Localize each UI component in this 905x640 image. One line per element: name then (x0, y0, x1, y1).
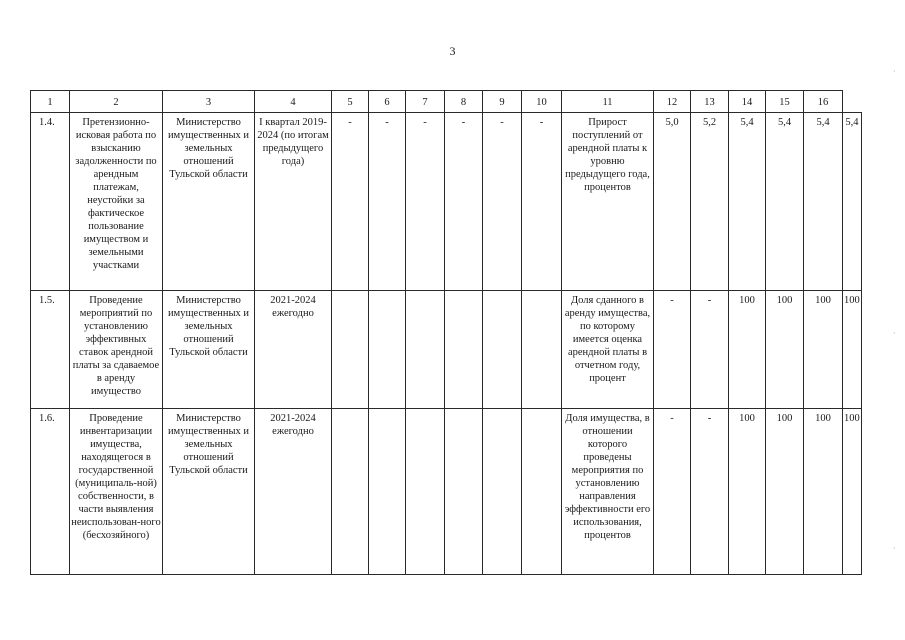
row-number: 1.5. (31, 291, 70, 409)
cell-8 (483, 409, 522, 575)
row-number: 1.6. (31, 409, 70, 575)
measure-name: Претензионно-исковая работа по взысканию задолженности по арендным платежам, неустойки за фактическое пользование имуществом и земельными участками (70, 113, 163, 291)
header-cell: 11 (562, 91, 654, 113)
cell-5 (369, 409, 406, 575)
cell-4 (332, 291, 369, 409)
cell-7 (445, 291, 483, 409)
table-row (31, 113, 862, 291)
cell-12: 5,2 (691, 113, 729, 291)
cell-8 (483, 291, 522, 409)
header-cell: 1 (31, 91, 70, 113)
period: 2021-2024 ежегодно (255, 409, 332, 575)
cell-6 (406, 291, 445, 409)
header-cell: 7 (406, 91, 445, 113)
cell-4: - (332, 113, 369, 291)
header-cell: 4 (255, 91, 332, 113)
header-cell: 10 (522, 91, 562, 113)
cell-4 (332, 409, 369, 575)
measure-name: Проведение мероприятий по установлению эффективных ставок арендной платы за сдаваемое в аренду имущество (70, 291, 163, 409)
cell-13: 5,4 (729, 113, 766, 291)
executor: Министерство имущественных и земельных отношений Тульской области (163, 409, 255, 575)
cell-15: 5,4 (804, 113, 843, 291)
executor: Министерство имущественных и земельных отношений Тульской области (163, 113, 255, 291)
cell-14: 100 (766, 409, 804, 575)
cell-11: - (654, 409, 691, 575)
cell-7: - (445, 113, 483, 291)
cell-9 (522, 291, 562, 409)
header-cell: 14 (729, 91, 766, 113)
header-cell: 12 (654, 91, 691, 113)
cell-16: 100 (843, 409, 862, 575)
measure-name: Проведение инвентаризации имущества, находящегося в государственной (муниципаль-ной) собственности, в части выявления неиспользован-ного (бесхозяйного) (70, 409, 163, 575)
row-number: 1.4. (31, 113, 70, 291)
period: 2021-2024 ежегодно (255, 291, 332, 409)
period: I квартал 2019-2024 (по итогам предыдущего года) (255, 113, 332, 291)
table-row (31, 409, 862, 575)
cell-6: - (406, 113, 445, 291)
cell-12: - (691, 409, 729, 575)
header-cell: 5 (332, 91, 369, 113)
cell-11: - (654, 291, 691, 409)
cell-12: - (691, 291, 729, 409)
header-cell: 8 (445, 91, 483, 113)
cell-11: 5,0 (654, 113, 691, 291)
cell-13: 100 (729, 291, 766, 409)
cell-5: - (369, 113, 406, 291)
scan-mark: · (893, 67, 896, 76)
cell-5 (369, 291, 406, 409)
measures-table (30, 90, 862, 575)
cell-6 (406, 409, 445, 575)
indicator: Доля имущества, в отношении которого проведены мероприятия по установлению направления эффективности его использования, процентов (562, 409, 654, 575)
header-cell: 2 (70, 91, 163, 113)
cell-15: 100 (804, 409, 843, 575)
executor: Министерство имущественных и земельных отношений Тульской области (163, 291, 255, 409)
indicator: Прирост поступлений от арендной платы к уровню предыдущего года, процентов (562, 113, 654, 291)
cell-9: - (522, 113, 562, 291)
page-number: 3 (449, 44, 456, 58)
scan-mark: · (893, 329, 896, 338)
header-cell: 13 (691, 91, 729, 113)
header-row (31, 91, 862, 113)
table-row (31, 291, 862, 409)
header-cell: 15 (766, 91, 804, 113)
cell-9 (522, 409, 562, 575)
cell-16: 100 (843, 291, 862, 409)
cell-15: 100 (804, 291, 843, 409)
cell-14: 100 (766, 291, 804, 409)
indicator: Доля сданного в аренду имущества, по которому имеется оценка арендной платы в отчетном году, процент (562, 291, 654, 409)
cell-8: - (483, 113, 522, 291)
cell-7 (445, 409, 483, 575)
cell-16: 5,4 (843, 113, 862, 291)
scan-mark: · (893, 544, 896, 553)
header-cell: 16 (804, 91, 843, 113)
cell-14: 5,4 (766, 113, 804, 291)
header-cell: 9 (483, 91, 522, 113)
header-cell: 3 (163, 91, 255, 113)
header-cell: 6 (369, 91, 406, 113)
cell-13: 100 (729, 409, 766, 575)
